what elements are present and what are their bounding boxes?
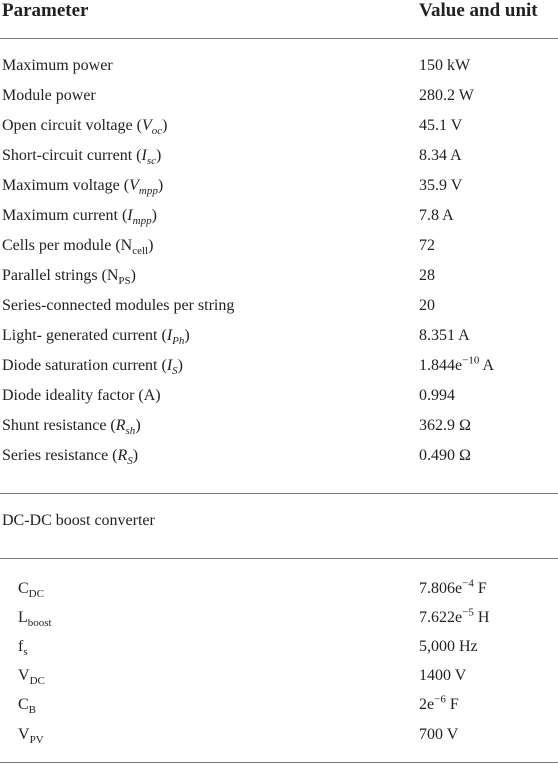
param-value: 280.2 W: [419, 87, 474, 104]
header-value: Value and unit: [419, 0, 538, 21]
param-label: Series resistance $(R_S)$: [2, 447, 139, 468]
param-label: Diode saturation current $(I_S)$: [2, 357, 183, 378]
param-value: 28: [419, 267, 435, 284]
param-value: 20: [419, 297, 435, 314]
table-row: [0, 417, 558, 447]
param-value: 362.9 Ω: [419, 417, 471, 434]
param-value: $7.806e^{-4}$ F: [419, 577, 487, 597]
param-value: $2e^{-6}$ F: [419, 693, 459, 713]
table-row: [0, 297, 558, 327]
param-value: $7.622e^{-5}$ H: [419, 606, 490, 626]
param-label: $L_{boost}$: [18, 609, 52, 630]
param-value: 35.9 V: [419, 177, 463, 194]
param-value: 72: [419, 237, 435, 254]
param-label: Module power: [2, 87, 96, 104]
param-label: Short-circuit current $(I_{sc})$: [2, 147, 162, 168]
param-label: Cells per module $(N_{cell})$: [2, 237, 154, 258]
param-value: 7.8 A: [419, 207, 454, 224]
table-row: [0, 638, 558, 668]
param-label: $V_{PV}$: [18, 726, 44, 747]
header-rule: [0, 38, 558, 39]
param-value: $1.844e^{-10}$ A: [419, 354, 494, 374]
param-value: 0.490 Ω: [419, 447, 471, 464]
param-label: Maximum power: [2, 57, 113, 74]
param-value: 700 V: [419, 726, 459, 743]
table-row: [0, 147, 558, 177]
table-row: [0, 387, 558, 417]
table-row: [0, 87, 558, 117]
header-parameter: Parameter: [2, 0, 89, 21]
table-row: [0, 447, 558, 477]
table-row: [0, 267, 558, 297]
param-label: Light- generated current $(I_{Ph})$: [2, 327, 190, 348]
param-label: $C_{DC}$: [18, 580, 44, 601]
param-label: Parallel strings $(N_{PS})$: [2, 267, 136, 288]
param-label: Open circuit voltage $(V_{oc})$: [2, 117, 168, 138]
param-label: Shunt resistance $(R_{sh})$: [2, 417, 141, 438]
table-row: [0, 327, 558, 357]
table-row: [0, 207, 558, 237]
param-value: 45.1 V: [419, 117, 463, 134]
table-row: [0, 726, 558, 756]
section-title: DC-DC boost converter: [2, 512, 155, 529]
param-value: 8.34 A: [419, 147, 462, 164]
param-label: Series-connected modules per string: [2, 297, 235, 314]
param-label: $f_s$: [18, 638, 28, 659]
table-row: [0, 177, 558, 207]
param-label: Maximum current $(I_{mpp})$: [2, 207, 157, 228]
table-row: [0, 693, 558, 726]
table-row: [0, 577, 558, 610]
param-value: 5,000 Hz: [419, 638, 478, 655]
param-label: Maximum voltage $(V_{mpp})$: [2, 177, 164, 198]
section-rule-bottom: [0, 558, 558, 559]
param-value: 150 kW: [419, 57, 471, 74]
param-label: Diode ideality factor (A): [2, 387, 161, 404]
table-row: [0, 237, 558, 267]
param-label: $C_B$: [18, 696, 37, 717]
table-header: [0, 0, 558, 38]
table-row: [0, 354, 558, 387]
table-row: [0, 117, 558, 147]
table-row: [0, 606, 558, 639]
table-row: [0, 667, 558, 697]
param-value: 1400 V: [419, 667, 467, 684]
section-rule-top: [0, 493, 558, 494]
param-value: 0.994: [419, 387, 455, 404]
table-bottom-rule: [0, 762, 558, 763]
param-value: 8.351 A: [419, 327, 470, 344]
table-row: [0, 57, 558, 87]
param-label: $V_{DC}$: [18, 667, 45, 688]
